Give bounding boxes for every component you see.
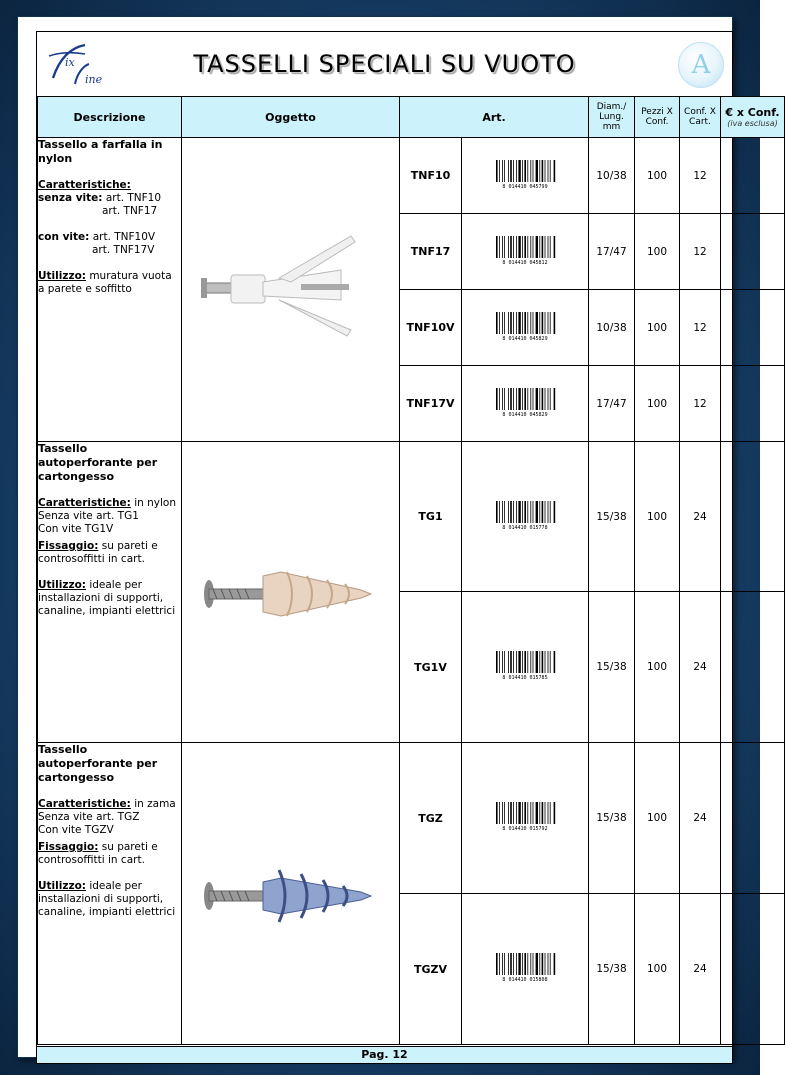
nylon-drywall-anchor-image [191,532,391,652]
features-line-2: Senza vite art. TG1 [38,510,139,522]
features-text: in zama [130,798,176,810]
description-cell [38,138,182,442]
packs-per-carton-cell: 12 [680,214,721,290]
diam-length-cell: 17/47 [589,214,635,290]
pieces-per-pack-cell: 100 [635,138,680,214]
features-line-2: Senza vite art. TGZ [38,811,140,823]
product-title: Tassello autoperforante per cartongesso [38,743,158,784]
table-row [38,743,785,894]
price-cell [721,743,785,894]
page-header [37,32,732,97]
price-cell [721,442,785,592]
zamak-drywall-anchor-image [191,834,391,954]
fixing-label: Fissaggio: [38,540,99,552]
packs-per-carton-cell: 24 [680,894,721,1045]
article-code: TNF10V [400,290,462,366]
barcode-image [492,801,558,831]
barcode-cell [462,138,589,214]
barcode-image [492,387,558,417]
col-conf [680,97,721,138]
no-screw-art: art. TNF10 [102,192,162,204]
with-screw-art: art. TNF10V [89,231,156,243]
features-label: Caratteristiche: [38,798,131,810]
pieces-per-pack-cell: 100 [635,894,680,1045]
diam-length-cell: 10/38 [589,290,635,366]
page-footer: Pag. 12 [37,1046,732,1063]
price-cell [721,366,785,442]
barcode-cell [462,743,589,894]
description-cell [38,442,182,743]
pieces-per-pack-cell: 100 [635,290,680,366]
svg-text:ix: ix [65,56,75,69]
features-label: Caratteristiche: [38,179,131,191]
fixing-label: Fissaggio: [38,841,99,853]
pieces-per-pack-cell: 100 [635,442,680,592]
svg-text:ine: ine [85,73,103,86]
barcode-image [492,311,558,341]
article-code: TGZ [400,743,462,894]
barcode-image [492,650,558,680]
col-descrizione: Descrizione [38,97,182,138]
usage-label: Utilizzo: [38,270,86,282]
barcode-number: 8 014410 015792 [502,826,548,832]
with-screw-art-2: art. TNF17V [92,244,155,256]
barcode-cell [462,592,589,743]
table-header-row [38,97,785,138]
barcode-number: 8 014410 045829 [502,335,548,342]
a-badge-icon [678,42,724,88]
article-code: TG1V [400,592,462,743]
page-title: TASSELLI SPECIALI SU VUOTO [193,50,576,78]
packs-per-carton-cell: 24 [680,592,721,743]
features-label: Caratteristiche: [38,497,131,509]
barcode-image [492,952,558,982]
barcode-image [492,500,558,530]
diam-length-cell: 15/38 [589,743,635,894]
catalog-page [17,16,780,1061]
diam-length-cell: 17/47 [589,366,635,442]
barcode-number: 8 014410 015785 [502,675,548,681]
no-screw-label: senza vite: [38,192,103,204]
no-screw-art-2: art. TNF17 [102,205,158,217]
butterfly-anchor-image [191,230,391,350]
article-code: TNF17 [400,214,462,290]
col-art: Art. [400,97,589,138]
barcode-image [492,235,558,265]
packs-per-carton-cell: 24 [680,442,721,592]
pieces-per-pack-cell: 100 [635,592,680,743]
badge-letter: A [691,50,711,80]
barcode-number: 8 014410 045799 [502,183,548,190]
barcode-number: 8 014410 045829 [502,411,548,418]
product-table [37,96,785,1045]
barcode-number: 8 014410 015808 [502,977,548,983]
catalog-sheet [36,31,780,1064]
usage-label: Utilizzo: [38,579,86,591]
fixing-text: su pareti e controsoffitti in cart. [38,540,158,565]
description-cell [38,743,182,1045]
price-cell [721,214,785,290]
barcode-number: 8 014410 045812 [502,259,548,266]
with-screw-label: con vite: [38,231,90,243]
price-cell [721,592,785,743]
packs-per-carton-cell: 12 [680,290,721,366]
article-code: TGZV [400,894,462,1045]
packs-per-carton-cell: 12 [680,138,721,214]
diam-length-cell: 15/38 [589,442,635,592]
pieces-per-pack-cell: 100 [635,366,680,442]
usage-text: ideale per installazioni di supporti, canaline, impianti elettrici [38,579,176,617]
table-row [38,138,785,214]
features-line-3: Con vite TG1V [38,523,114,535]
barcode-image [492,159,558,189]
features-text: in nylon [130,497,177,509]
barcode-cell [462,214,589,290]
col-oggetto: Oggetto [182,97,400,138]
price-cell [721,290,785,366]
barcode-cell [462,290,589,366]
diam-length-cell: 15/38 [589,894,635,1045]
product-image-cell [182,138,400,442]
pieces-per-pack-cell: 100 [635,214,680,290]
usage-text: ideale per installazioni di supporti, canaline, impianti elettrici [38,880,176,918]
barcode-cell [462,366,589,442]
usage-text: muratura vuota a parete e soffitto [38,270,172,295]
diam-length-cell: 15/38 [589,592,635,743]
article-code: TNF17V [400,366,462,442]
col-pezzi-label: Pezzi X Conf. [641,107,673,127]
article-code: TNF10 [400,138,462,214]
price-cell [721,138,785,214]
product-title: Tassello autoperforante per cartongesso [38,442,158,483]
col-price [721,97,785,138]
barcode-cell [462,442,589,592]
col-diam-label: Diam./ Lung. mm [596,102,627,132]
barcode-cell [462,894,589,1045]
table-row [38,442,785,592]
product-image-cell [182,743,400,1045]
packs-per-carton-cell: 24 [680,743,721,894]
barcode-number: 8 014410 015778 [502,524,548,531]
col-price-note: (iva esclusa) [727,119,778,128]
diam-length-cell: 10/38 [589,138,635,214]
price-cell [721,894,785,1045]
usage-label: Utilizzo: [38,880,86,892]
pieces-per-pack-cell: 100 [635,743,680,894]
col-diam [589,97,635,138]
col-pezzi [635,97,680,138]
col-price-label: € x Conf. [725,106,780,119]
features-line-3: Con vite TGZV [38,824,114,836]
col-conf-label: Conf. X Cart. [684,107,716,127]
product-image-cell [182,442,400,743]
fixing-text: su pareti e controsoffitti in cart. [38,841,158,866]
product-title: Tassello a farfalla in nylon [38,138,163,165]
article-code: TG1 [400,442,462,592]
packs-per-carton-cell: 12 [680,366,721,442]
